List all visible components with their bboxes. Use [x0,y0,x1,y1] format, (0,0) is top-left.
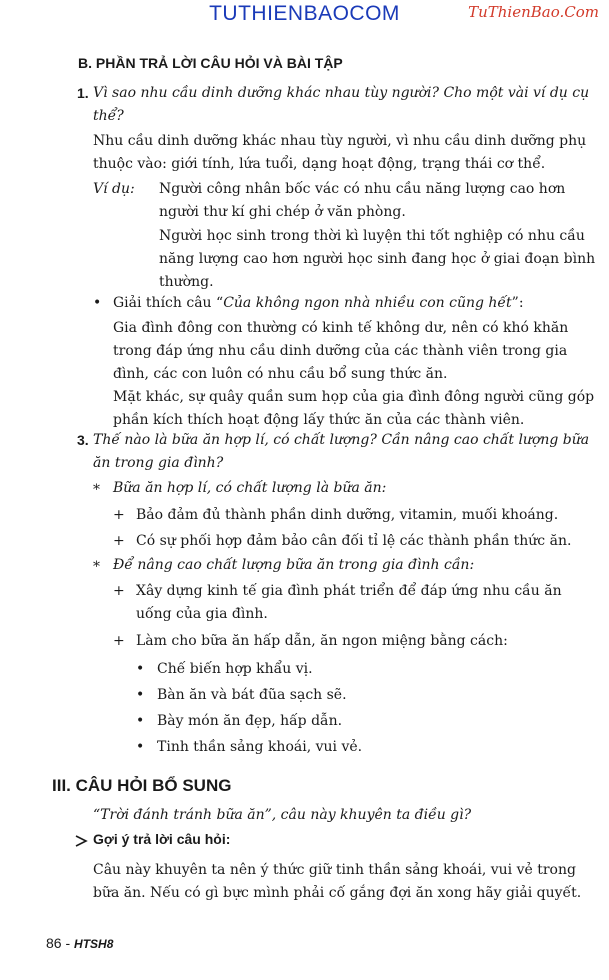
explain-para1-line1: Gia đình đông con thường có kinh tế không dư, nên có khó khăn [113,320,569,336]
example1-line1: Người công nhân bốc vác có nhu cầu năng lượng cao hơn [159,181,566,197]
explain-prefix: Giải thích câu “ [113,295,224,311]
explain-heading [113,292,601,315]
explain-para2-line2: phần kích thích hoạt động lấy thức ăn của các thành viên. [113,412,525,428]
hint-label: Gợi ý trả lời câu hỏi: [93,831,231,847]
plus-marker: + [113,507,125,523]
star1-heading: Bữa ăn hợp lí, có chất lượng là bữa ăn: [113,480,387,496]
plus-marker: + [113,533,125,549]
q1-question-line1: Vì sao nhu cầu dinh dưỡng khác nhau tùy người? Cho một vài ví dụ cụ [93,85,590,101]
page-footer [46,935,113,951]
star1-item1: Bảo đảm đủ thành phần dinh dưỡng, vitamin, muối khoáng. [136,507,559,523]
example-label: Ví dụ: [93,181,135,197]
dot-item4: Tinh thần sảng khoái, vui vẻ. [157,739,363,755]
example2-line2: năng lượng cao hơn người học sinh đang học ở giai đoạn bình [159,251,596,267]
star1-item2: Có sự phối hợp đảm bảo cân đối tỉ lệ các thành phần thức ăn. [136,533,572,549]
q3-question-line2: ăn trong gia đình? [93,455,224,471]
plus-marker: + [113,583,125,599]
plus3-line2: uống của gia đình. [136,606,268,622]
bullet-dot: • [136,739,145,755]
bullet-dot: • [93,295,102,311]
dot-item3: Bày món ăn đẹp, hấp dẫn. [157,713,343,729]
q3-question-line1: Thế nào là bữa ăn hợp lí, có chất lượng? Cần nâng cao chất lượng bữa [93,432,590,448]
page-number: 86 [46,935,62,951]
explain-para1-line2: trong đáp ứng nhu cầu dinh dưỡng của các thành viên trong gia [113,343,568,359]
bullet-dot: • [136,661,145,677]
section-iii-question: “Trời đánh tránh bữa ăn”, câu này khuyên ta điều gì? [93,807,472,823]
plus-marker: + [113,633,125,649]
q1-answer-line1: Nhu cầu dinh dưỡng khác nhau tùy người, vì nhu cầu dinh dưỡng phụ [93,133,587,149]
section-iii-answer-line2: bữa ăn. Nếu có gì bực mình phải cố gắng đợi ăn xong hãy giải quyết. [93,885,582,901]
example2-line1: Người học sinh trong thời kì luyện thi tốt nghiệp có nhu cầu [159,228,585,244]
q1-answer-line2: thuộc vào: giới tính, lứa tuổi, dạng hoạt động, trạng thái cơ thể. [93,156,546,172]
plus3-line1: Xây dựng kinh tế gia đình phát triển để đáp ứng nhu cầu ăn [136,583,562,599]
star2-heading: Để nâng cao chất lượng bữa ăn trong gia đình cần: [113,557,475,573]
watermark-side: TuThienBao.Com [468,3,599,21]
footer-brand: HTSH8 [74,937,114,951]
bullet-dot: • [136,713,145,729]
explain-para1-line3: đình, các con luôn có nhu cầu bổ sung thức ăn. [113,366,448,382]
plus4-text: Làm cho bữa ăn hấp dẫn, ăn ngon miệng bằng cách: [136,633,508,649]
q1-question-line2: thể? [93,108,124,124]
bullet-dot: • [136,687,145,703]
example1-line2: người thư kí ghi chép ở văn phòng. [159,204,406,220]
section-iii-heading: III. CÂU HỎI BỔ SUNG [52,776,232,795]
star-marker: * [93,482,100,498]
section-iii-answer-line1: Câu này khuyên ta nên ý thức giữ tinh thần sảng khoái, vui vẻ trong [93,862,576,878]
star-marker: * [93,559,100,575]
explain-para2-line1: Mặt khác, sự quây quần sum họp của gia đình đông người cũng góp [113,389,595,405]
dot-item1: Chế biến hợp khẩu vị. [157,661,313,677]
section-b-heading: B. PHẦN TRẢ LỜI CÂU HỎI VÀ BÀI TẬP [78,55,343,71]
dot-item2: Bàn ăn và bát đũa sạch sẽ. [157,687,347,703]
footer-dash: - [65,935,71,951]
arrow-marker-icon [74,830,88,848]
explain-suffix: ”: [511,295,524,311]
example2-line3: thường. [159,274,214,290]
q1-number: 1. [77,85,89,101]
watermark-title: TUTHIENBAOCOM [209,2,400,25]
explain-quote: Của không ngon nhà nhiều con cũng hết [223,295,512,311]
q3-number: 3. [77,432,89,448]
